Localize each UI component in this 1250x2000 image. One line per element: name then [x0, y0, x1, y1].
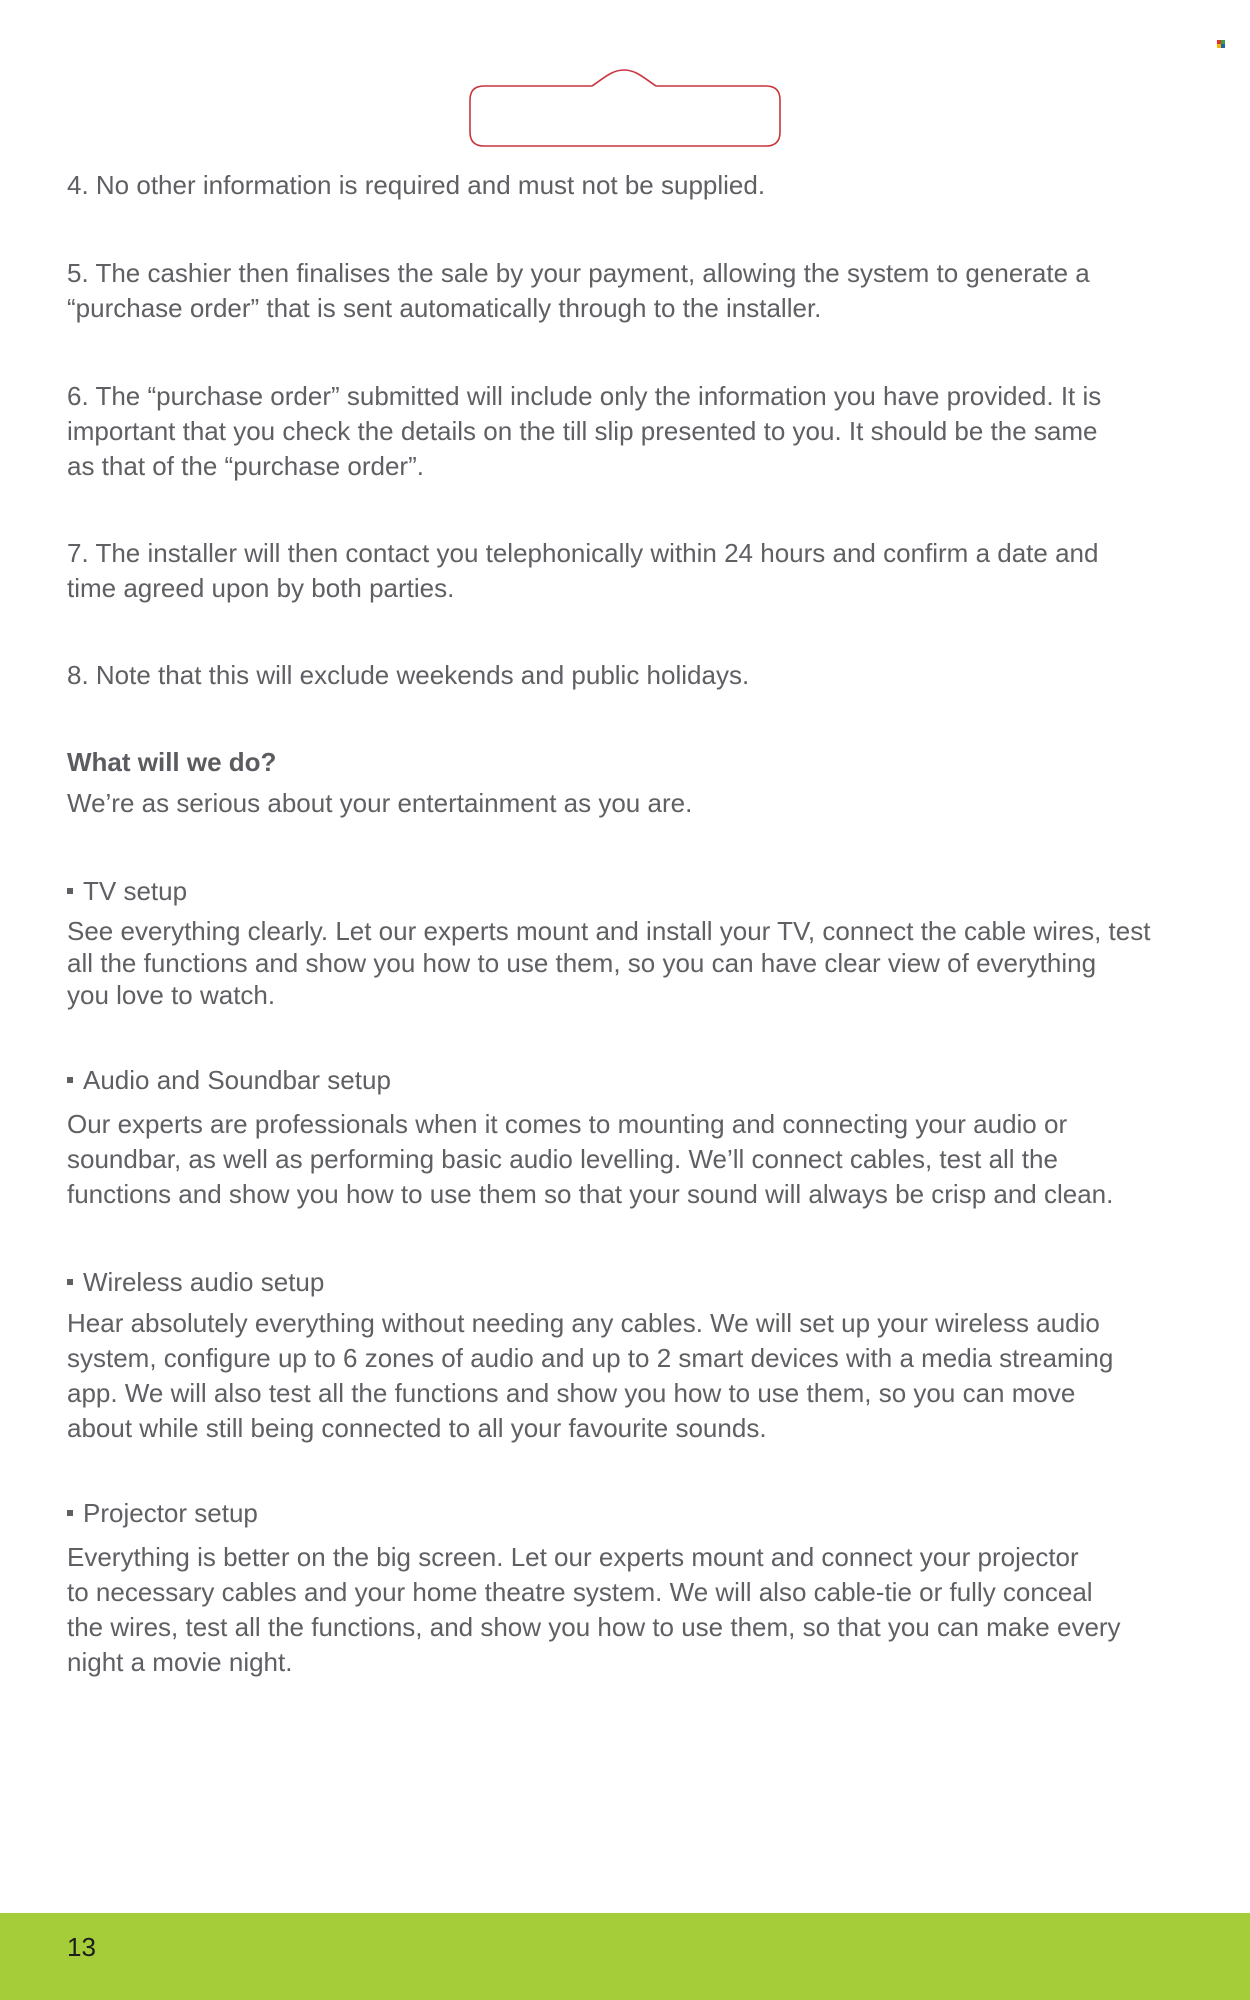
- header-tab-outline: [466, 66, 784, 150]
- bullet-icon: [67, 1510, 73, 1516]
- section-heading: What will we do?: [67, 747, 277, 777]
- service-body-tv: See everything clearly. Let our experts mount and install your TV, connect the cable wires, test all the functions and show you how to use them, so you can have clear view of everything you love to watch.: [67, 916, 1151, 1010]
- footer-band: [0, 1913, 1250, 2000]
- service-title-audio-label: Audio and Soundbar setup: [83, 1065, 391, 1095]
- service-title-wireless-label: Wireless audio setup: [83, 1267, 325, 1297]
- bullet-icon: [67, 888, 73, 894]
- service-title-audio: [67, 1063, 1187, 1098]
- step-5: 5. The cashier then finalises the sale by your payment, allowing the system to generate a “purchase order” that is sent automatically through to the installer.: [67, 258, 1090, 323]
- service-title-wireless: [67, 1265, 1187, 1300]
- bullet-icon: [67, 1077, 73, 1083]
- section-intro: We’re as serious about your entertainment as you are.: [67, 788, 693, 818]
- service-title-tv-label: TV setup: [83, 876, 188, 906]
- corner-mark-blue: [1221, 44, 1225, 48]
- service-title-projector-label: Projector setup: [83, 1498, 258, 1528]
- step-8: 8. Note that this will exclude weekends and public holidays.: [67, 660, 750, 690]
- service-body-projector: Everything is better on the big screen. Let our experts mount and connect your projector to necessary cables and your home theatre system. We will also cable-tie or fully conceal the wires, test all the functions, and show you how to use them, so that you can make every night a movie night.: [67, 1542, 1121, 1677]
- step-4: 4. No other information is required and must not be supplied.: [67, 170, 766, 200]
- bullet-icon: [67, 1279, 73, 1285]
- step-7: 7. The installer will then contact you telephonically within 24 hours and confirm a date and time agreed upon by both parties.: [67, 538, 1099, 603]
- service-title-projector: [67, 1496, 1187, 1531]
- page-number: 13: [67, 1932, 96, 1962]
- service-title-tv: [67, 874, 1187, 909]
- step-6: 6. The “purchase order” submitted will include only the information you have provided. It is important that you check the details on the till slip presented to you. It should be the same as that of the “purchase order”.: [67, 381, 1102, 481]
- corner-color-mark: [1217, 40, 1225, 48]
- service-body-audio: Our experts are professionals when it comes to mounting and connecting your audio or soundbar, as well as performing basic audio levelling. We’ll connect cables, test all the functions and show you how to use them so that your sound will always be crisp and clean.: [67, 1109, 1114, 1209]
- service-body-wireless: Hear absolutely everything without needing any cables. We will set up your wireless audio system, configure up to 6 zones of audio and up to 2 smart devices with a media streaming app. We will also test all the functions and show you how to use them, so you can move about while still being connected to all your favourite sounds.: [67, 1308, 1114, 1443]
